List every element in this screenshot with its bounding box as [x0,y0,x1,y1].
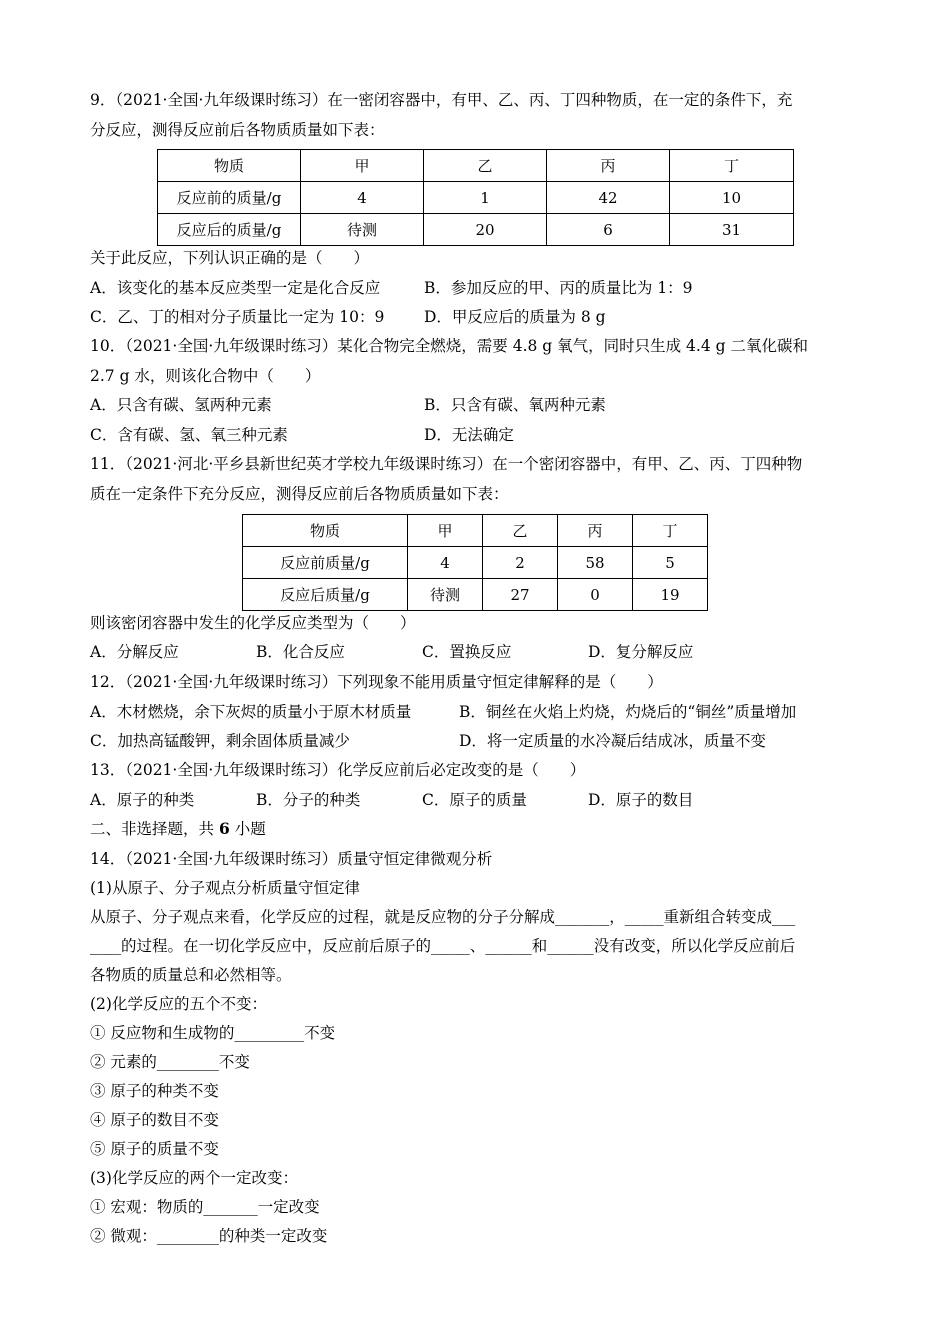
q11-option-d: D．复分解反应 [588,643,694,661]
section-heading [90,819,266,839]
q9-table [157,149,794,246]
table-cell: 1 [424,182,547,214]
q14-part2-item: ③ 原子的种类不变 [90,1082,219,1100]
table-cell: 19 [633,579,708,611]
table-cell: 4 [408,547,483,579]
q12-line1: 12．（2021·全国·九年级课时练习）下列现象不能用质量守恒定律解释的是（ ） [90,673,663,691]
table-cell: 6 [547,214,670,246]
table-cell: 丁 [633,515,708,547]
q14-part2-item: ⑤ 原子的质量不变 [90,1140,219,1158]
table-cell: 反应前质量/g [243,547,408,579]
q9-stem: 关于此反应，下列认识正确的是（ ） [90,249,370,267]
q12-option-d: D．将一定质量的水冷凝后结成冰，质量不变 [459,732,766,750]
q9-line2: 分反应，测得反应前后各物质质量如下表： [90,121,385,139]
table-cell: 31 [670,214,794,246]
q14-part2-title: (2)化学反应的五个不变： [90,995,267,1013]
q10-option-a: A．只含有碳、氢两种元素 [90,396,272,414]
q9-option-c: C．乙、丁的相对分子质量比一定为 10：9 [90,308,385,326]
q11-stem: 则该密闭容器中发生的化学反应类型为（ ） [90,614,416,632]
table-cell: 42 [547,182,670,214]
q10-option-d: D．无法确定 [424,426,514,444]
q11-line2: 质在一定条件下充分反应，测得反应前后各物质质量如下表： [90,485,509,503]
section-suffix: 小题 [234,820,266,838]
table-cell: 27 [483,579,558,611]
table-cell: 58 [558,547,633,579]
q12-option-b: B．铜丝在火焰上灼烧，灼烧后的“铜丝”质量增加 [459,703,797,721]
q11-option-c: C．置换反应 [422,643,512,661]
table-cell: 丙 [558,515,633,547]
q11-option-a: A．分解反应 [90,643,179,661]
q11-line1: 11．（2021·河北·平乡县新世纪英才学校九年级课时练习）在一个密闭容器中，有甲、乙、丙、丁四种物 [90,455,803,473]
table-cell: 丁 [670,150,794,182]
q9-option-a: A．该变化的基本反应类型一定是化合反应 [90,279,381,297]
q13-option-a: A．原子的种类 [90,791,195,809]
table-cell: 20 [424,214,547,246]
q13-line1: 13．（2021·全国·九年级课时练习）化学反应前后必定改变的是（ ） [90,761,586,779]
table-cell: 10 [670,182,794,214]
table-cell: 5 [633,547,708,579]
table-cell: 反应后质量/g [243,579,408,611]
q14-title: 14．（2021·全国·九年级课时练习）质量守恒定律微观分析 [90,850,493,868]
q11-option-b: B．化合反应 [256,643,345,661]
table-cell: 丙 [547,150,670,182]
table-cell: 2 [483,547,558,579]
q9-option-d: D．甲反应后的质量为 8 g [424,308,606,326]
q14-part3-item: ② 微观：________的种类一定改变 [90,1227,328,1245]
q13-option-c: C．原子的质量 [422,791,527,809]
table-cell: 甲 [301,150,424,182]
q14-part3-item: ① 宏观：物质的_______一定改变 [90,1198,320,1216]
q14-part1-title: (1)从原子、分子观点分析质量守恒定律 [90,879,360,897]
q10-option-b: B．只含有碳、氧两种元素 [424,396,606,414]
q9-line1: 9．（2021·全国·九年级课时练习）在一密闭容器中，有甲、乙、丙、丁四种物质，在一定的条件下，充 [90,91,793,109]
q12-option-c: C．加热高锰酸钾，剩余固体质量减少 [90,732,350,750]
table-cell: 乙 [483,515,558,547]
table-cell: 反应后的质量/g [158,214,301,246]
q14-part1-line3: 各物质的质量总和必然相等。 [90,966,292,984]
q14-part2-item: ② 元素的________不变 [90,1053,250,1071]
q10-line1: 10．（2021·全国·九年级课时练习）某化合物完全燃烧，需要 4.8 g 氧气，同时只生成 4.4 g 二氧化碳和 [90,337,808,355]
table-row [158,214,794,246]
table-cell: 待测 [301,214,424,246]
table-cell: 甲 [408,515,483,547]
q12-option-a: A．木材燃烧，余下灰烬的质量小于原木材质量 [90,703,412,721]
table-row [158,150,794,182]
q14-part1-line2: ____的过程。在一切化学反应中，反应前后原子的_____、______和______没有改变，所以化学反应前后 [90,937,796,955]
table-cell: 反应前的质量/g [158,182,301,214]
q13-option-d: D．原子的数目 [588,791,694,809]
q9-option-b: B．参加反应的甲、丙的质量比为 1：9 [424,279,693,297]
q13-option-b: B．分子的种类 [256,791,361,809]
q11-table [242,514,708,611]
table-row [243,579,708,611]
table-cell: 4 [301,182,424,214]
table-cell: 物质 [158,150,301,182]
table-row [158,182,794,214]
table-cell: 0 [558,579,633,611]
table-cell: 乙 [424,150,547,182]
table-cell: 待测 [408,579,483,611]
table-cell: 物质 [243,515,408,547]
q14-part1-line1: 从原子、分子观点来看，化学反应的过程，就是反应物的分子分解成_______，_____重新组合转变成___ [90,908,796,926]
q14-part2-item: ④ 原子的数目不变 [90,1111,219,1129]
q10-option-c: C．含有碳、氢、氧三种元素 [90,426,288,444]
table-row [243,547,708,579]
section-prefix: 二、非选择题，共 [90,820,215,838]
q14-part3-title: (3)化学反应的两个一定改变： [90,1169,298,1187]
section-count: 6 [218,819,230,838]
table-row [243,515,708,547]
q10-line2: 2.7 g 水，则该化合物中（ ） [90,367,321,385]
q14-part2-item: ① 反应物和生成物的_________不变 [90,1024,336,1042]
